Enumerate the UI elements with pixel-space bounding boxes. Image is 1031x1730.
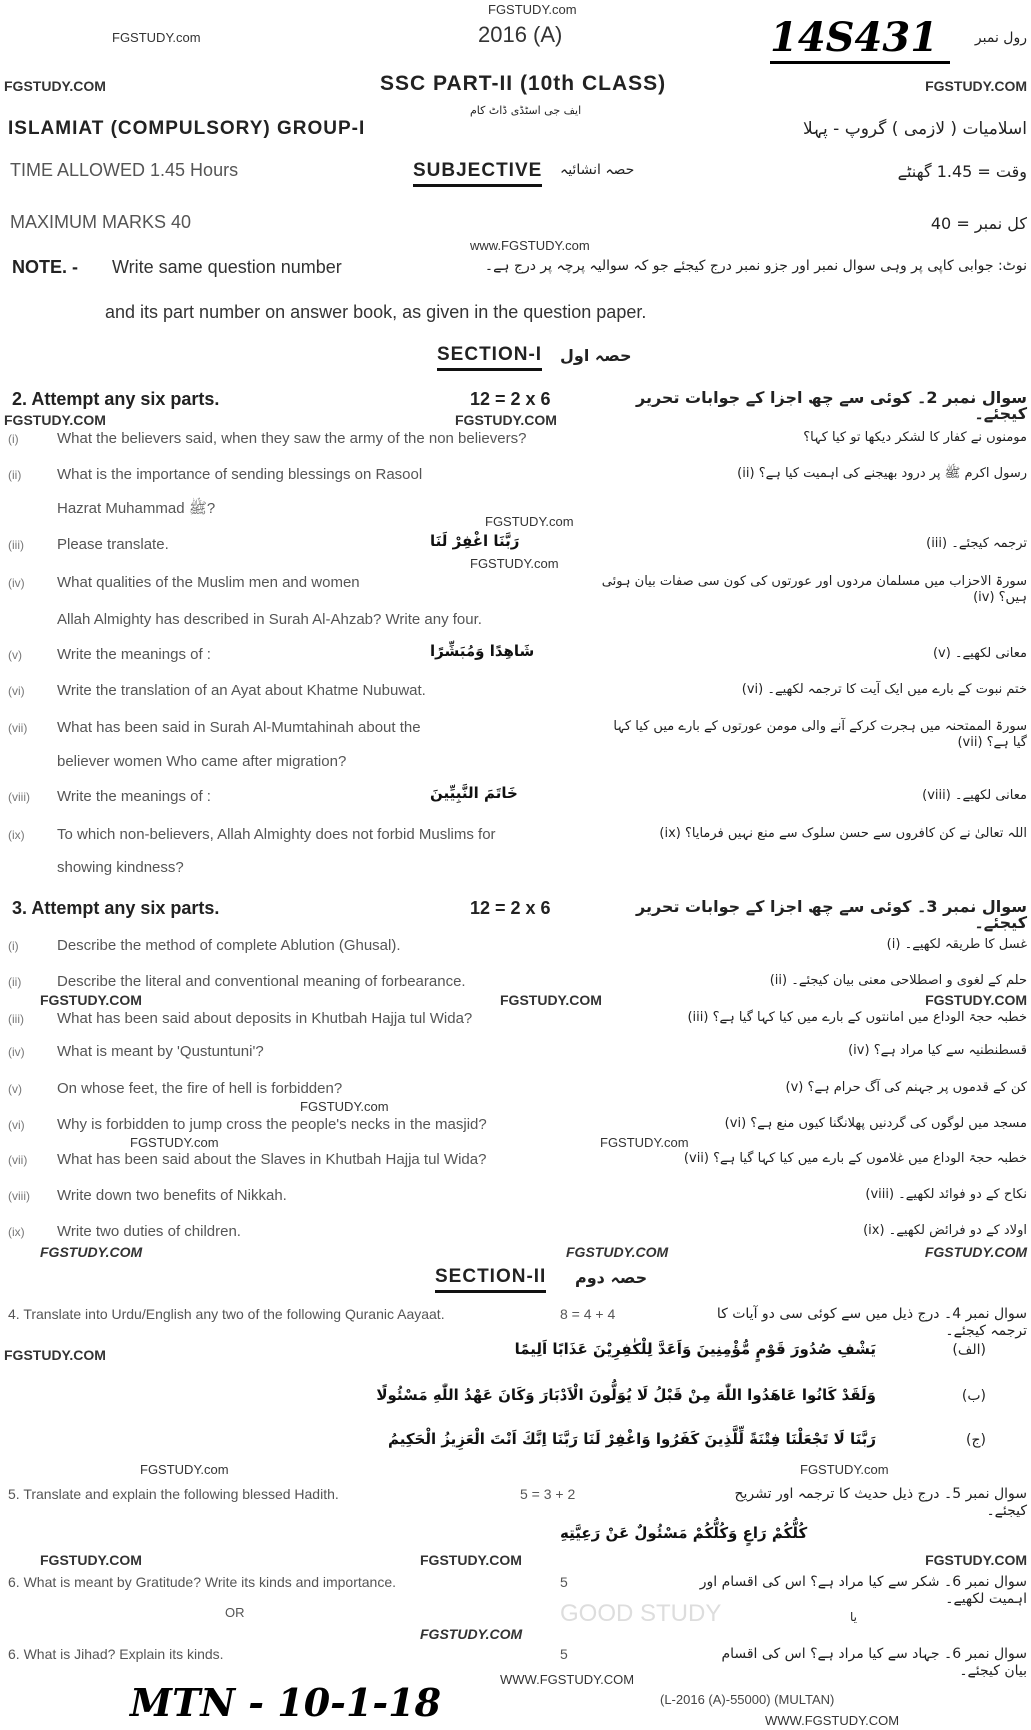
question-part-urdu: مسجد میں لوگوں کی گردنیں پھلانگنا کیوں منع ہے؟ (vi) (724, 1116, 1027, 1131)
question-part-urdu: غسل کا طریقہ لکھیے۔ (i) (886, 937, 1027, 952)
question-part-urdu: مومنوں نے کفار کا لشکر دیکھا تو کیا کہا؟ (803, 430, 1027, 445)
q3-marks: 12 = 2 x 6 (470, 898, 551, 918)
question-part-urdu: سورۃ الاحزاب میں مسلمان مردوں اور عورتوں کی کون سی صفات بیان ہوئی ہیں؟ (iv) (601, 574, 1027, 605)
question-part: What the believers said, when they saw the army of the non believers? (57, 430, 527, 447)
arabic-phrase: خَاتَمَ النَّبِيِّينَ (430, 784, 518, 802)
question-part: Why is forbidden to jump cross the people's necks in the masjid? (57, 1116, 487, 1133)
watermark: FGSTUDY.COM (455, 412, 557, 428)
watermark: FGSTUDY.COM (4, 1347, 106, 1363)
watermark: WWW.FGSTUDY.COM (765, 1713, 900, 1728)
arabic-phrase: شَاهِدًا وَمُبَشِّرًا (430, 642, 535, 660)
question-part-urdu: قسطنطنیہ سے کیا مراد ہے؟ (iv) (848, 1043, 1027, 1058)
question-part-urdu: ختم نبوت کے بارے میں ایک آیت کا ترجمہ لکھیے۔ (vi) (741, 682, 1027, 697)
question-part: On whose feet, the fire of hell is forbidden? (57, 1080, 343, 1097)
question-part-urdu: نکاح کے دو فوائد لکھیے۔ (viii) (865, 1187, 1027, 1202)
q3-heading-urdu: سوال نمبر 3۔ کوئی سے چھ اجزا کے جوابات تحریر کیجئے۔ (636, 897, 1027, 932)
q6-marks: 5 (560, 1574, 568, 1590)
or-label: OR (225, 1605, 245, 1620)
ayat-3: رَبَّنَا لَا تَجْعَلْنَا فِتْنَةً لِّلَّذِينَ كَفَرُوا وَاغْفِرْ لَنَا رَبَّنَا اِنَّكَ اَنْتَ الْعَزِيزُ الْحَكِيمُ (387, 1430, 876, 1448)
time-allowed: TIME ALLOWED 1.45 Hours (10, 160, 239, 180)
watermark: FGSTUDY.com (800, 1462, 889, 1477)
part-number: (i) (8, 432, 19, 446)
part-number: (vii) (8, 1153, 28, 1167)
part-number: (vii) (8, 721, 28, 735)
question-part: To which non-believers, Allah Almighty does not forbid Muslims for (57, 826, 496, 843)
question-part: What qualities of the Muslim men and women (57, 574, 360, 591)
question-part-urdu: اللہ تعالیٰ نے کن کافروں سے حسن سلوک سے منع نہیں فرمایا؟ (ix) (659, 826, 1027, 841)
question-part: What is the importance of sending blessings on Rasool (57, 466, 423, 483)
watermark: WWW.FGSTUDY.COM (500, 1672, 635, 1687)
question-part-urdu: اولاد کے دو فرائض لکھیے۔ (ix) (863, 1223, 1027, 1238)
question-part: Write the meanings of : (57, 646, 211, 663)
subject-urdu: اسلامیات ( لازمی ) گروپ - پہلا (802, 119, 1027, 139)
q4-heading-urdu: سوال نمبر 4۔ درج ذیل میں سے کوئی سی دو آیات کا ترجمہ کیجئے۔ (716, 1306, 1027, 1339)
watermark: www.FGSTUDY.com (470, 238, 590, 253)
q6-heading: 6. What is meant by Gratitude? Write its kinds and importance. (8, 1574, 397, 1590)
or-label-urdu: یا (850, 1610, 857, 1624)
question-part: What has been said in Surah Al-Mumtahinah about the (57, 719, 421, 736)
question-part: Describe the method of complete Ablution (Ghusal). (57, 937, 401, 954)
part-number: (v) (8, 1082, 22, 1096)
roll-number: 14S431 (770, 14, 950, 64)
section-2-title: SECTION-II (435, 1266, 546, 1293)
watermark: FGSTUDY.COM (500, 992, 602, 1008)
paper-type: SUBJECTIVE (413, 160, 542, 187)
question-part: Write the translation of an Ayat about Khatme Nubuwat. (57, 682, 426, 699)
watermark: FGSTUDY.COM (925, 78, 1027, 94)
ayat-1-label: (الف) (952, 1342, 986, 1358)
paper-year: 2016 (A) (478, 22, 563, 47)
watermark: FGSTUDY.COM (566, 1244, 669, 1260)
section-1-title: SECTION-I (437, 344, 542, 371)
note-urdu: نوٹ: جوابی کاپی پر وہی سوال نمبر اور جزو نمبر درج کیجئے جو کہ سوالیہ پرچہ پر درج ہے۔ (484, 258, 1027, 274)
question-part-urdu: کن کے قدموں پر جہنم کی آگ حرام ہے؟ (v) (785, 1080, 1027, 1095)
q6-alt-heading-urdu: سوال نمبر 6۔ جہاد سے کیا مراد ہے؟ اس کی اقسام بیان کیجئے۔ (721, 1646, 1027, 1679)
q3-heading: 3. Attempt any six parts. (12, 898, 220, 918)
part-number: (ii) (8, 468, 22, 482)
section-1-title-urdu: حصہ اول (560, 346, 632, 365)
watermark: FGSTUDY.COM (925, 992, 1027, 1008)
q4-marks: 8 = 4 + 4 (560, 1306, 616, 1322)
question-part: Allah Almighty has described in Surah Al-Ahzab? Write any four. (57, 611, 482, 628)
subject-title: ISLAMIAT (COMPULSORY) GROUP-I (8, 118, 366, 139)
question-part: Write the meanings of : (57, 788, 211, 805)
question-part-urdu: رسول اکرم ﷺ پر درود بھیجنے کی اہمیت کیا ہے؟ (ii) (737, 466, 1027, 481)
question-part-urdu: معانی لکھیے۔ (v) (932, 646, 1027, 661)
site-urdu: ایف جی اسٹڈی ڈاٹ کام (470, 104, 582, 117)
watermark: FGSTUDY.COM (420, 1626, 523, 1642)
note-text-cont: and its part number on answer book, as given in the question paper. (105, 302, 647, 322)
watermark: FGSTUDY.com (485, 514, 574, 529)
q5-heading: 5. Translate and explain the following blessed Hadith. (8, 1486, 339, 1502)
q2-heading-urdu: سوال نمبر 2۔ کوئی سے چھ اجزا کے جوابات تحریر کیجئے۔ (636, 388, 1027, 423)
hadith: كُلُّكُمْ رَاعٍ وَكُلُّكُمْ مَسْئُولٌ عَنْ رَعِيَّتِهِ (560, 1524, 808, 1542)
handwritten-note: MTN - 10-1-18 (130, 1680, 442, 1725)
q6-alt-heading: 6. What is Jihad? Explain its kinds. (8, 1646, 224, 1662)
part-number: (viii) (8, 790, 30, 804)
watermark: FGSTUDY.COM (925, 1552, 1027, 1568)
q2-marks: 12 = 2 x 6 (470, 389, 551, 409)
question-part-urdu: ترجمہ کیجئے۔ (iii) (926, 536, 1027, 551)
q5-marks: 5 = 3 + 2 (520, 1486, 576, 1502)
watermark: FGSTUDY.COM (924, 1244, 1027, 1260)
part-number: (i) (8, 939, 19, 953)
ayat-3-label: (ج) (966, 1432, 986, 1448)
part-number: (iv) (8, 1045, 25, 1059)
part-number: (iv) (8, 576, 25, 590)
q6-heading-urdu: سوال نمبر 6۔ شکر سے کیا مراد ہے؟ اس کی اقسام اور اہمیت لکھیے۔ (699, 1574, 1027, 1607)
question-part: Describe the literal and conventional meaning of forbearance. (57, 973, 466, 990)
question-part: What is meant by 'Qustuntuni'? (57, 1043, 264, 1060)
watermark: FGSTUDY.com (600, 1135, 689, 1150)
q2-heading: 2. Attempt any six parts. (12, 389, 220, 409)
watermark: GOOD STUDY (560, 1600, 722, 1627)
watermark: FGSTUDY.COM (4, 412, 106, 428)
part-number: (ix) (8, 1225, 25, 1239)
question-part: Hazrat Muhammad ﷺ? (57, 500, 216, 517)
paper-type-urdu: حصہ انشائیہ (560, 162, 635, 178)
question-part-urdu: معانی لکھیے۔ (viii) (922, 788, 1027, 803)
part-number: (iii) (8, 538, 24, 552)
watermark: FGSTUDY.COM (40, 1552, 142, 1568)
ayat-1: يَشْفِ صُدُورَ قَوْمٍ مُّؤْمِنِينَ وَاَعَدَّ لِلْكٰفِرِيْنَ عَذَابًا اَلِيمًا (514, 1340, 876, 1358)
question-part: Write two duties of children. (57, 1223, 241, 1240)
marks-urdu: کل نمبر = 40 (930, 214, 1027, 233)
question-part: believer women Who came after migration? (57, 753, 347, 770)
question-part: What has been said about deposits in Khutbah Hajja tul Wida? (57, 1010, 473, 1027)
watermark: FGSTUDY.COM (420, 1552, 522, 1568)
q5-heading-urdu: سوال نمبر 5۔ درج ذیل حدیث کا ترجمہ اور تشریح کیجئے۔ (734, 1486, 1027, 1519)
part-number: (ii) (8, 975, 22, 989)
watermark: FGSTUDY.COM (4, 78, 106, 94)
question-part: Write down two benefits of Nikkah. (57, 1187, 287, 1204)
part-number: (v) (8, 648, 22, 662)
question-part: Please translate. (57, 536, 169, 553)
roll-label-urdu: رول نمبر (974, 30, 1027, 46)
ayat-2: وَلَقَدْ كَانُوا عَاهَدُوا اللّٰهَ مِنْ قَبْلُ لَا يُوَلُّونَ الْاَدْبَارَ وَكَانَ عَهْدُ اللّٰهِ مَسْئُولًا (376, 1386, 876, 1404)
time-urdu: وقت = 1.45 گھنٹے (897, 162, 1027, 181)
watermark: FGSTUDY.COM (40, 1244, 143, 1260)
watermark: FGSTUDY.com (470, 556, 559, 571)
part-number: (ix) (8, 828, 25, 842)
part-number: (viii) (8, 1189, 30, 1203)
question-part-urdu: حلم کے لغوی و اصطلاحی معنی بیان کیجئے۔ (ii) (769, 973, 1027, 988)
q6-alt-marks: 5 (560, 1646, 568, 1662)
question-part-urdu: خطبہ حجۃ الوداع میں امانتوں کے بارے میں کیا کہا گیا ہے؟ (iii) (687, 1010, 1027, 1025)
note-text: Write same question number (112, 257, 342, 277)
question-part-urdu: خطبہ حجۃ الوداع میں غلاموں کے بارے میں کیا کہا گیا ہے؟ (vii) (683, 1151, 1027, 1166)
question-part-urdu: سورۃ الممتحنہ میں ہجرت کرکے آنے والی مومن عورتوں کے بارے میں کیا کہا گیا ہے؟ (vii) (613, 719, 1027, 750)
note-label: NOTE. - (12, 257, 78, 277)
watermark: FGSTUDY.com (112, 30, 201, 45)
watermark: FGSTUDY.com (300, 1099, 389, 1114)
watermark: FGSTUDY.com (140, 1462, 229, 1477)
watermark: FGSTUDY.com (130, 1135, 219, 1150)
arabic-phrase: رَبَّنَا اغْفِرْ لَنَا (430, 532, 520, 550)
part-number: (vi) (8, 684, 25, 698)
exam-title: SSC PART-II (10th CLASS) (380, 72, 667, 95)
section-2-title-urdu: حصہ دوم (575, 1268, 648, 1287)
max-marks: MAXIMUM MARKS 40 (10, 212, 192, 232)
ayat-2-label: (ب) (961, 1388, 986, 1404)
part-number: (iii) (8, 1012, 24, 1026)
question-part: showing kindness? (57, 859, 184, 876)
watermark: FGSTUDY.COM (40, 992, 142, 1008)
paper-code: (L-2016 (A)-55000) (MULTAN) (660, 1692, 835, 1707)
question-part: What has been said about the Slaves in Khutbah Hajja tul Wida? (57, 1151, 487, 1168)
part-number: (vi) (8, 1118, 25, 1132)
q4-heading: 4. Translate into Urdu/English any two of the following Quranic Aayaat. (8, 1306, 445, 1322)
watermark: FGSTUDY.com (488, 2, 577, 17)
